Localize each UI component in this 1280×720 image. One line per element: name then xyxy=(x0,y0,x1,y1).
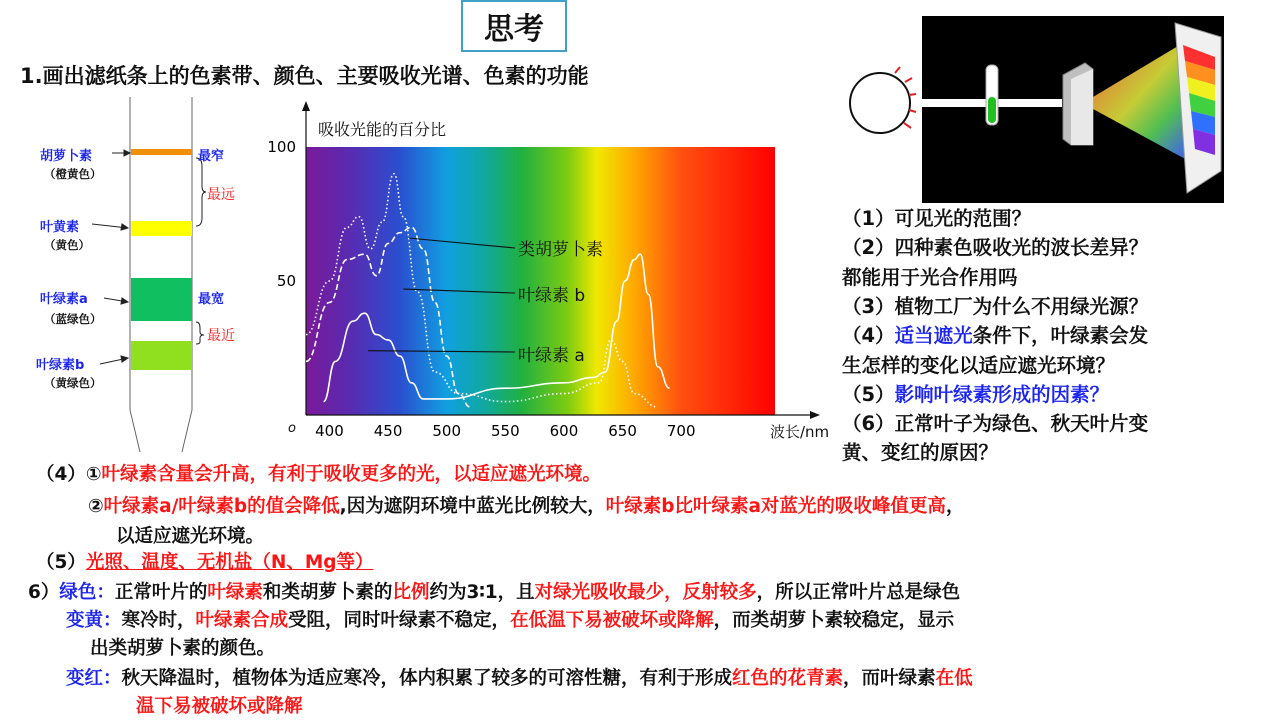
text-segment: 叶绿素b比叶绿素a对蓝光的吸收峰值更高 xyxy=(605,496,946,517)
chart-title: 吸收光能的百分比 xyxy=(318,120,447,139)
text-segment: ， xyxy=(945,496,965,517)
y-tick-label: 50 xyxy=(276,272,296,290)
text-segment: 黄、变红的原因？ xyxy=(842,441,999,464)
text-segment: （6）正常叶子为绿色、秋天叶片变 xyxy=(842,412,1149,435)
text-segment: （4） xyxy=(842,324,895,347)
answer-6-yellow-cont xyxy=(90,634,275,660)
label-chlorophyll-b-color: （黄绿色） xyxy=(44,376,102,390)
page-title: 思考 xyxy=(461,0,567,52)
label-chlorophyll-b: 叶绿素b xyxy=(36,358,85,373)
label-chlorophyll-a-color: （蓝绿色） xyxy=(44,312,102,326)
x-tick-label: 650 xyxy=(608,422,637,440)
text-segment: 叶绿素 xyxy=(207,582,263,603)
absorption-chart-svg xyxy=(260,95,850,450)
series-label-chlorophyll-a: 叶绿素 a xyxy=(518,346,585,366)
answer-6-green xyxy=(28,578,960,604)
origin-label: o xyxy=(288,421,296,436)
y-axis-arrow xyxy=(302,101,310,111)
text-segment: 正常叶片的 xyxy=(114,582,208,603)
text-segment: 6） xyxy=(28,582,60,603)
text-segment: （5） xyxy=(36,552,86,573)
right-question-line xyxy=(842,203,1031,231)
text-segment: 叶绿素含量会升高，有利于吸收更多的光，以适应遮光环境。 xyxy=(101,464,602,485)
text-segment: 变黄： xyxy=(66,610,122,631)
right-question-line xyxy=(842,320,1148,348)
answer-6-red-cont xyxy=(136,692,303,718)
text-segment: 适当遮光 xyxy=(894,324,973,347)
text-segment: 红色的花青素 xyxy=(732,668,844,689)
label-chlorophyll-a: 叶绿素a xyxy=(40,292,88,307)
label-nearest: 最近 xyxy=(207,328,235,344)
right-question-line xyxy=(842,379,1109,407)
right-question-line xyxy=(842,437,998,465)
text-segment: 以适应遮光环境。 xyxy=(116,526,265,547)
right-question-line xyxy=(842,291,1148,319)
chromatography-strip-diagram xyxy=(0,0,300,460)
text-segment: 都能用于光合作用吗 xyxy=(842,266,1018,289)
question-1: 1.画出滤纸条上的色素带、颜色、主要吸收光谱、色素的功能 xyxy=(20,64,589,88)
text-segment: 约为3∶1，且 xyxy=(429,582,535,603)
right-question-line xyxy=(842,232,1148,260)
text-segment: 寒冷时， xyxy=(121,610,196,631)
text-segment: ，所以正常叶片总是绿色 xyxy=(756,582,961,603)
text-segment: 受阻，同时叶绿素不稳定， xyxy=(288,610,511,631)
label-carotene-color: （橙黄色） xyxy=(44,167,102,181)
absorption-chart xyxy=(260,95,850,450)
text-segment: 秋天降温时，植物体为适应寒冷，体内积累了较多的可溶性糖，有利于形成 xyxy=(121,668,733,689)
text-segment: 变红： xyxy=(66,668,122,689)
answer-5 xyxy=(36,548,374,574)
label-narrowest: 最窄 xyxy=(198,149,225,164)
text-segment: 叶绿素a/叶绿素b的值会降低 xyxy=(103,496,340,517)
answer-4-line-2 xyxy=(88,492,964,518)
text-segment: ，而叶绿素 xyxy=(843,668,936,689)
text-segment: （3）植物工厂为什么不用绿光源？ xyxy=(842,295,1149,318)
text-segment: 比例 xyxy=(392,582,430,603)
text-segment: （2）四种素色吸收光的波长差异？ xyxy=(842,236,1149,259)
band-chlorophyll-b xyxy=(131,341,192,370)
text-segment: ② xyxy=(88,496,104,517)
text-segment: 光照、温度、无机盐（N、Mg等） xyxy=(85,552,374,573)
text-segment: 对绿光吸收最少，反射较多 xyxy=(534,582,757,603)
answer-4-line-3 xyxy=(116,522,264,548)
prism-spectrum-illustration xyxy=(845,15,1225,205)
text-segment: 生怎样的变化以适应遮光环境？ xyxy=(842,354,1116,377)
series-label-chlorophyll-b: 叶绿素 b xyxy=(518,286,586,306)
text-segment: （4）① xyxy=(36,464,102,485)
answer-6-yellow xyxy=(66,606,954,632)
text-segment: （5） xyxy=(842,383,895,406)
light-source-icon xyxy=(850,73,910,133)
text-segment: 绿色： xyxy=(59,582,115,603)
label-xanthophyll-color: （黄色） xyxy=(44,238,90,252)
x-tick-label: 700 xyxy=(666,422,696,440)
x-axis-arrow xyxy=(810,411,820,419)
text-segment: 在低温下易被破坏或降解 xyxy=(510,610,714,631)
band-xanthophyll xyxy=(131,221,192,236)
right-question-line xyxy=(842,408,1148,436)
x-tick-label: 550 xyxy=(491,422,520,440)
x-tick-label: 450 xyxy=(373,422,403,440)
text-segment: 出类胡萝卜素的颜色。 xyxy=(90,638,276,659)
x-tick-label: 500 xyxy=(432,422,462,440)
text-segment: 条件下，叶绿素会发 xyxy=(972,324,1149,347)
series-label-carotenoids: 类胡萝卜素 xyxy=(518,240,603,260)
right-question-line xyxy=(842,262,1018,290)
text-segment: 影响叶绿素形成的因素？ xyxy=(894,383,1110,406)
label-farthest: 最远 xyxy=(207,187,235,203)
text-segment: （1）可见光的范围？ xyxy=(842,207,1032,230)
x-axis-label: 波长/nm xyxy=(770,423,830,441)
text-segment: 在低 xyxy=(935,668,973,689)
x-tick-label: 400 xyxy=(315,422,344,440)
text-segment: 和类胡萝卜素的 xyxy=(262,582,393,603)
y-tick-label: 100 xyxy=(267,138,296,156)
right-question-line xyxy=(842,350,1115,378)
text-segment: 叶绿素合成 xyxy=(195,610,289,631)
band-carotene xyxy=(131,149,192,155)
label-widest: 最宽 xyxy=(198,292,225,307)
label-xanthophyll: 叶黄素 xyxy=(40,220,80,235)
prism-illustration-svg xyxy=(845,15,1225,205)
answer-4-line-1 xyxy=(36,460,601,486)
band-chlorophyll-a xyxy=(131,278,192,321)
text-segment: ，而类胡萝卜素较稳定，显示 xyxy=(713,610,955,631)
label-carotene: 胡萝卜素 xyxy=(40,149,93,164)
text-segment: 温下易被破坏或降解 xyxy=(136,696,303,717)
x-tick-label: 600 xyxy=(549,422,579,440)
answer-6-red xyxy=(66,664,973,690)
text-segment: ,因为遮阴环境中蓝光比例较大， xyxy=(339,496,606,517)
